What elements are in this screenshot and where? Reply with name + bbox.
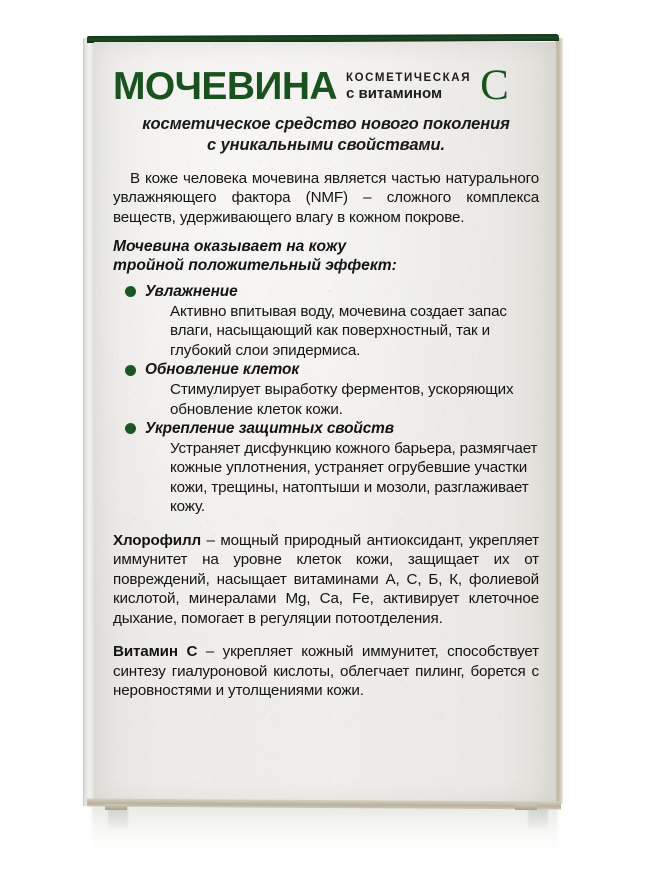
benefit-title: Укрепление защитных свойств: [145, 419, 394, 437]
benefit-text: Активно впитывая воду, мочевина создает запас влаги, насыщающий как поверхностный, так и глубокий слои эпидермиса.: [170, 302, 507, 359]
benefit-header: [113, 420, 539, 438]
intro-paragraph: В коже человека мочевина является частью натурального увлажняющего фактора (NMF) – сложного комплекса веществ, удерживающего влагу в кожном покрове.: [113, 169, 539, 226]
list-item: [113, 361, 539, 419]
ingredient-description: – укрепляет кожный иммунитет, способствует синтезу гиалуроновой кислоты, облегчает пилинг, борется с неровностями и утолщениями кожи.: [113, 643, 539, 699]
bullet-circle-icon: [125, 286, 136, 297]
bullet-circle-icon: [125, 423, 136, 434]
effect-heading-line-2: тройной положительный эффект:: [113, 257, 397, 275]
benefit-header: [113, 283, 539, 301]
ingredient-name: Хлорофилл: [113, 531, 201, 549]
benefit-text: Устраняет дисфункцию кожного барьера, размягчает кожные уплотнения, устраняет огрубевшие участки кожи, трещины, натоптыши и мозоли, разглаживает кожу.: [170, 439, 538, 516]
list-item: [113, 420, 539, 517]
ingredient-name: Витамин С: [113, 643, 198, 661]
effect-heading-line-1: Мочевина оказывает на кожу: [113, 238, 347, 256]
brand-name: МОЧЕВИНА: [113, 65, 337, 108]
carton-foot-right: [515, 804, 537, 810]
bullet-circle-icon: [125, 365, 136, 376]
carton-front-panel: [94, 42, 556, 804]
benefits-list: [113, 283, 539, 517]
vitamin-letter-c: C: [480, 62, 509, 110]
product-vitamin-label: с витамином: [345, 84, 443, 102]
product-tagline: [113, 114, 539, 154]
benefit-title: Обновление клеток: [145, 361, 300, 379]
carton-base-edge: [87, 799, 561, 810]
ingredient-description: – мощный природный антиоксидант, укрепляет иммунитет на уровне клеток кожи, защищает их от повреждений, насыщает витаминами А, С, Б, К, фолиевой кислотой, минералами Mg, Ca, Fe, активирует клеточное дыхание, помогает в регуляции потоотделения.: [113, 531, 539, 627]
product-title-block: [113, 62, 539, 110]
ingredient-paragraph: [113, 642, 539, 700]
carton-right-side-edge: [555, 38, 563, 804]
tagline-line-2: с уникальными свойствами.: [207, 135, 445, 154]
benefit-text: Стимулирует выработку ферментов, ускоряющих обновление клеток кожи.: [170, 381, 514, 418]
benefit-title: Увлажнение: [145, 282, 238, 300]
box-reflection: [92, 806, 558, 868]
product-subtitle-block: [346, 72, 471, 105]
carton-foot-left: [105, 804, 127, 810]
effect-heading: [113, 237, 539, 276]
tagline-line-1: косметическое средство нового поколения: [142, 115, 510, 134]
product-kind-label: КОСМЕТИЧЕСКАЯ: [345, 72, 472, 85]
benefit-header: [113, 361, 539, 379]
product-carton: [83, 36, 563, 808]
list-item: [113, 283, 539, 360]
ingredient-paragraph: [113, 531, 539, 628]
